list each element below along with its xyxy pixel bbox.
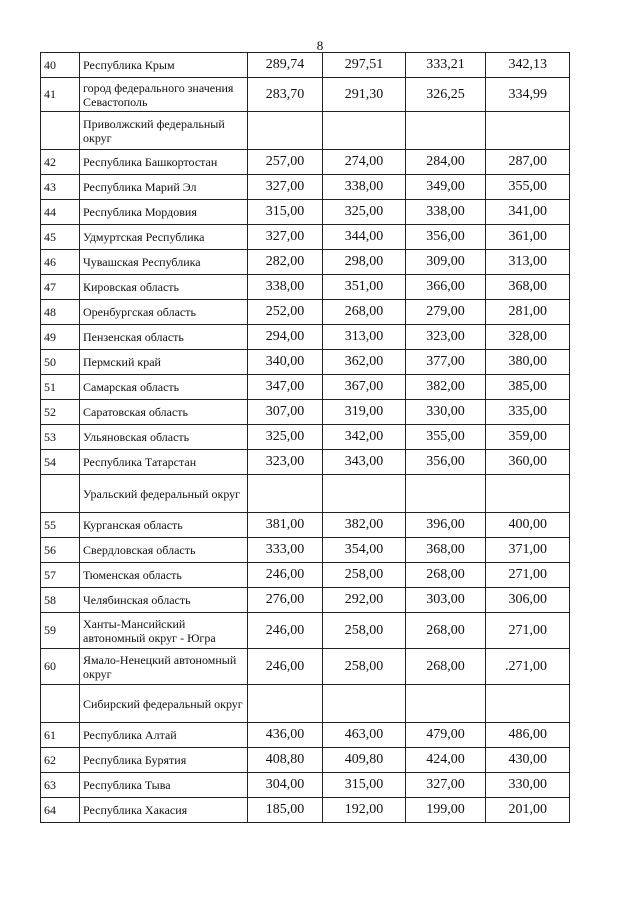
- table-row: [41, 225, 570, 250]
- region-name: Самарская область: [80, 375, 248, 400]
- value-cell: 328,00: [486, 325, 570, 350]
- value-cell: [323, 112, 406, 150]
- table-row: [41, 613, 570, 649]
- row-number: 58: [41, 588, 80, 613]
- value-cell: 271,00: [486, 613, 570, 649]
- region-name: Челябинская область: [80, 588, 248, 613]
- value-cell: 333,21: [406, 53, 486, 78]
- district-name: Приволжский федеральный округ: [80, 112, 248, 150]
- row-number: 46: [41, 250, 80, 275]
- value-cell: 287,00: [486, 150, 570, 175]
- value-cell: 201,00: [486, 798, 570, 823]
- value-cell: 342,13: [486, 53, 570, 78]
- value-cell: 356,00: [406, 225, 486, 250]
- region-name: город федерального значения Севастополь: [80, 78, 248, 112]
- region-name: Ханты-Мансийский автономный округ - Югра: [80, 613, 248, 649]
- region-name: Республика Бурятия: [80, 748, 248, 773]
- table-row: [41, 300, 570, 325]
- value-cell: 463,00: [323, 723, 406, 748]
- value-cell: 381,00: [248, 513, 323, 538]
- table-row: [41, 513, 570, 538]
- value-cell: 382,00: [406, 375, 486, 400]
- row-number: 60: [41, 649, 80, 685]
- region-name: Ульяновская область: [80, 425, 248, 450]
- value-cell: 408,80: [248, 748, 323, 773]
- region-name: Оренбургская область: [80, 300, 248, 325]
- value-cell: 309,00: [406, 250, 486, 275]
- tariff-table: [40, 52, 570, 823]
- value-cell: 258,00: [323, 613, 406, 649]
- region-name: Пензенская область: [80, 325, 248, 350]
- row-number: 63: [41, 773, 80, 798]
- value-cell: [323, 475, 406, 513]
- value-cell: 268,00: [406, 563, 486, 588]
- value-cell: 289,74: [248, 53, 323, 78]
- table-row: [41, 150, 570, 175]
- value-cell: 315,00: [248, 200, 323, 225]
- region-name: Республика Крым: [80, 53, 248, 78]
- value-cell: 333,00: [248, 538, 323, 563]
- row-number: 55: [41, 513, 80, 538]
- value-cell: 368,00: [406, 538, 486, 563]
- region-name: Республика Хакасия: [80, 798, 248, 823]
- row-number: 54: [41, 450, 80, 475]
- value-cell: 327,00: [248, 225, 323, 250]
- table-row: [41, 773, 570, 798]
- value-cell: 246,00: [248, 563, 323, 588]
- value-cell: [248, 685, 323, 723]
- value-cell: 486,00: [486, 723, 570, 748]
- row-number: 42: [41, 150, 80, 175]
- value-cell: 294,00: [248, 325, 323, 350]
- district-header-row: [41, 475, 570, 513]
- value-cell: 479,00: [406, 723, 486, 748]
- value-cell: 279,00: [406, 300, 486, 325]
- value-cell: 315,00: [323, 773, 406, 798]
- region-name: Пермский край: [80, 350, 248, 375]
- value-cell: [323, 685, 406, 723]
- row-number: 59: [41, 613, 80, 649]
- row-number: 50: [41, 350, 80, 375]
- value-cell: 338,00: [248, 275, 323, 300]
- value-cell: 303,00: [406, 588, 486, 613]
- row-number: 61: [41, 723, 80, 748]
- row-number: 52: [41, 400, 80, 425]
- value-cell: 396,00: [406, 513, 486, 538]
- value-cell: 347,00: [248, 375, 323, 400]
- table-row: [41, 425, 570, 450]
- value-cell: [406, 475, 486, 513]
- region-name: Курганская область: [80, 513, 248, 538]
- row-number: 40: [41, 53, 80, 78]
- value-cell: 282,00: [248, 250, 323, 275]
- value-cell: 323,00: [406, 325, 486, 350]
- value-cell: 325,00: [323, 200, 406, 225]
- row-number: 51: [41, 375, 80, 400]
- table-row: [41, 798, 570, 823]
- value-cell: 258,00: [323, 649, 406, 685]
- value-cell: 382,00: [323, 513, 406, 538]
- region-name: Кировская область: [80, 275, 248, 300]
- table-row: [41, 53, 570, 78]
- page-number: 8: [316, 38, 324, 53]
- value-cell: 338,00: [323, 175, 406, 200]
- value-cell: 268,00: [406, 649, 486, 685]
- value-cell: 257,00: [248, 150, 323, 175]
- value-cell: 342,00: [323, 425, 406, 450]
- region-name: Республика Алтай: [80, 723, 248, 748]
- row-number: [41, 112, 80, 150]
- value-cell: 349,00: [406, 175, 486, 200]
- value-cell: [486, 685, 570, 723]
- value-cell: 344,00: [323, 225, 406, 250]
- row-number: 47: [41, 275, 80, 300]
- value-cell: 371,00: [486, 538, 570, 563]
- district-name: Уральский федеральный округ: [80, 475, 248, 513]
- value-cell: 319,00: [323, 400, 406, 425]
- value-cell: 385,00: [486, 375, 570, 400]
- district-header-row: [41, 112, 570, 150]
- table-row: [41, 723, 570, 748]
- value-cell: 306,00: [486, 588, 570, 613]
- value-cell: 343,00: [323, 450, 406, 475]
- value-cell: 330,00: [486, 773, 570, 798]
- value-cell: 326,25: [406, 78, 486, 112]
- value-cell: 307,00: [248, 400, 323, 425]
- value-cell: [486, 112, 570, 150]
- value-cell: 284,00: [406, 150, 486, 175]
- value-cell: 362,00: [323, 350, 406, 375]
- row-number: 45: [41, 225, 80, 250]
- table-row: [41, 400, 570, 425]
- value-cell: 192,00: [323, 798, 406, 823]
- district-name: Сибирский федеральный округ: [80, 685, 248, 723]
- row-number: [41, 475, 80, 513]
- value-cell: 297,51: [323, 53, 406, 78]
- row-number: 57: [41, 563, 80, 588]
- value-cell: [406, 685, 486, 723]
- value-cell: 436,00: [248, 723, 323, 748]
- value-cell: 271,00: [486, 563, 570, 588]
- row-number: 44: [41, 200, 80, 225]
- value-cell: 323,00: [248, 450, 323, 475]
- value-cell: 268,00: [406, 613, 486, 649]
- value-cell: 313,00: [323, 325, 406, 350]
- value-cell: 367,00: [323, 375, 406, 400]
- value-cell: 246,00: [248, 613, 323, 649]
- value-cell: 246,00: [248, 649, 323, 685]
- value-cell: 268,00: [323, 300, 406, 325]
- value-cell: 361,00: [486, 225, 570, 250]
- value-cell: 430,00: [486, 748, 570, 773]
- value-cell: 327,00: [406, 773, 486, 798]
- table-row: [41, 250, 570, 275]
- value-cell: 283,70: [248, 78, 323, 112]
- region-name: Республика Мордовия: [80, 200, 248, 225]
- value-cell: 356,00: [406, 450, 486, 475]
- region-name: Республика Башкортостан: [80, 150, 248, 175]
- value-cell: 359,00: [486, 425, 570, 450]
- table-row: [41, 175, 570, 200]
- table-row: [41, 200, 570, 225]
- region-name: Республика Татарстан: [80, 450, 248, 475]
- value-cell: 355,00: [486, 175, 570, 200]
- table-row: [41, 588, 570, 613]
- row-number: 43: [41, 175, 80, 200]
- value-cell: [486, 475, 570, 513]
- value-cell: 354,00: [323, 538, 406, 563]
- row-number: [41, 685, 80, 723]
- table-row: [41, 748, 570, 773]
- value-cell: 340,00: [248, 350, 323, 375]
- value-cell: 334,99: [486, 78, 570, 112]
- value-cell: 380,00: [486, 350, 570, 375]
- value-cell: 258,00: [323, 563, 406, 588]
- region-name: Республика Тыва: [80, 773, 248, 798]
- value-cell: 338,00: [406, 200, 486, 225]
- region-name: Республика Марий Эл: [80, 175, 248, 200]
- value-cell: 274,00: [323, 150, 406, 175]
- table-row: [41, 78, 570, 112]
- region-name: Саратовская область: [80, 400, 248, 425]
- value-cell: 366,00: [406, 275, 486, 300]
- value-cell: 327,00: [248, 175, 323, 200]
- value-cell: 291,30: [323, 78, 406, 112]
- row-number: 56: [41, 538, 80, 563]
- table-row: [41, 375, 570, 400]
- table-row: [41, 275, 570, 300]
- table-row: [41, 350, 570, 375]
- table-row: [41, 325, 570, 350]
- table-row: [41, 450, 570, 475]
- value-cell: 252,00: [248, 300, 323, 325]
- value-cell: 351,00: [323, 275, 406, 300]
- region-name: Тюменская область: [80, 563, 248, 588]
- value-cell: 424,00: [406, 748, 486, 773]
- value-cell: 341,00: [486, 200, 570, 225]
- value-cell: 355,00: [406, 425, 486, 450]
- region-name: Удмуртская Республика: [80, 225, 248, 250]
- value-cell: .271,00: [486, 649, 570, 685]
- value-cell: 292,00: [323, 588, 406, 613]
- value-cell: 276,00: [248, 588, 323, 613]
- region-name: Ямало-Ненецкий автономный округ: [80, 649, 248, 685]
- district-header-row: [41, 685, 570, 723]
- value-cell: 377,00: [406, 350, 486, 375]
- value-cell: 185,00: [248, 798, 323, 823]
- value-cell: 325,00: [248, 425, 323, 450]
- value-cell: 400,00: [486, 513, 570, 538]
- row-number: 53: [41, 425, 80, 450]
- row-number: 48: [41, 300, 80, 325]
- value-cell: 313,00: [486, 250, 570, 275]
- row-number: 49: [41, 325, 80, 350]
- value-cell: [406, 112, 486, 150]
- value-cell: 330,00: [406, 400, 486, 425]
- row-number: 64: [41, 798, 80, 823]
- value-cell: 409,80: [323, 748, 406, 773]
- value-cell: 368,00: [486, 275, 570, 300]
- row-number: 62: [41, 748, 80, 773]
- row-number: 41: [41, 78, 80, 112]
- value-cell: 199,00: [406, 798, 486, 823]
- table-row: [41, 538, 570, 563]
- table-row: [41, 563, 570, 588]
- value-cell: [248, 112, 323, 150]
- region-name: Свердловская область: [80, 538, 248, 563]
- value-cell: 298,00: [323, 250, 406, 275]
- table-row: [41, 649, 570, 685]
- value-cell: 281,00: [486, 300, 570, 325]
- value-cell: 360,00: [486, 450, 570, 475]
- value-cell: 304,00: [248, 773, 323, 798]
- value-cell: [248, 475, 323, 513]
- region-name: Чувашская Республика: [80, 250, 248, 275]
- value-cell: 335,00: [486, 400, 570, 425]
